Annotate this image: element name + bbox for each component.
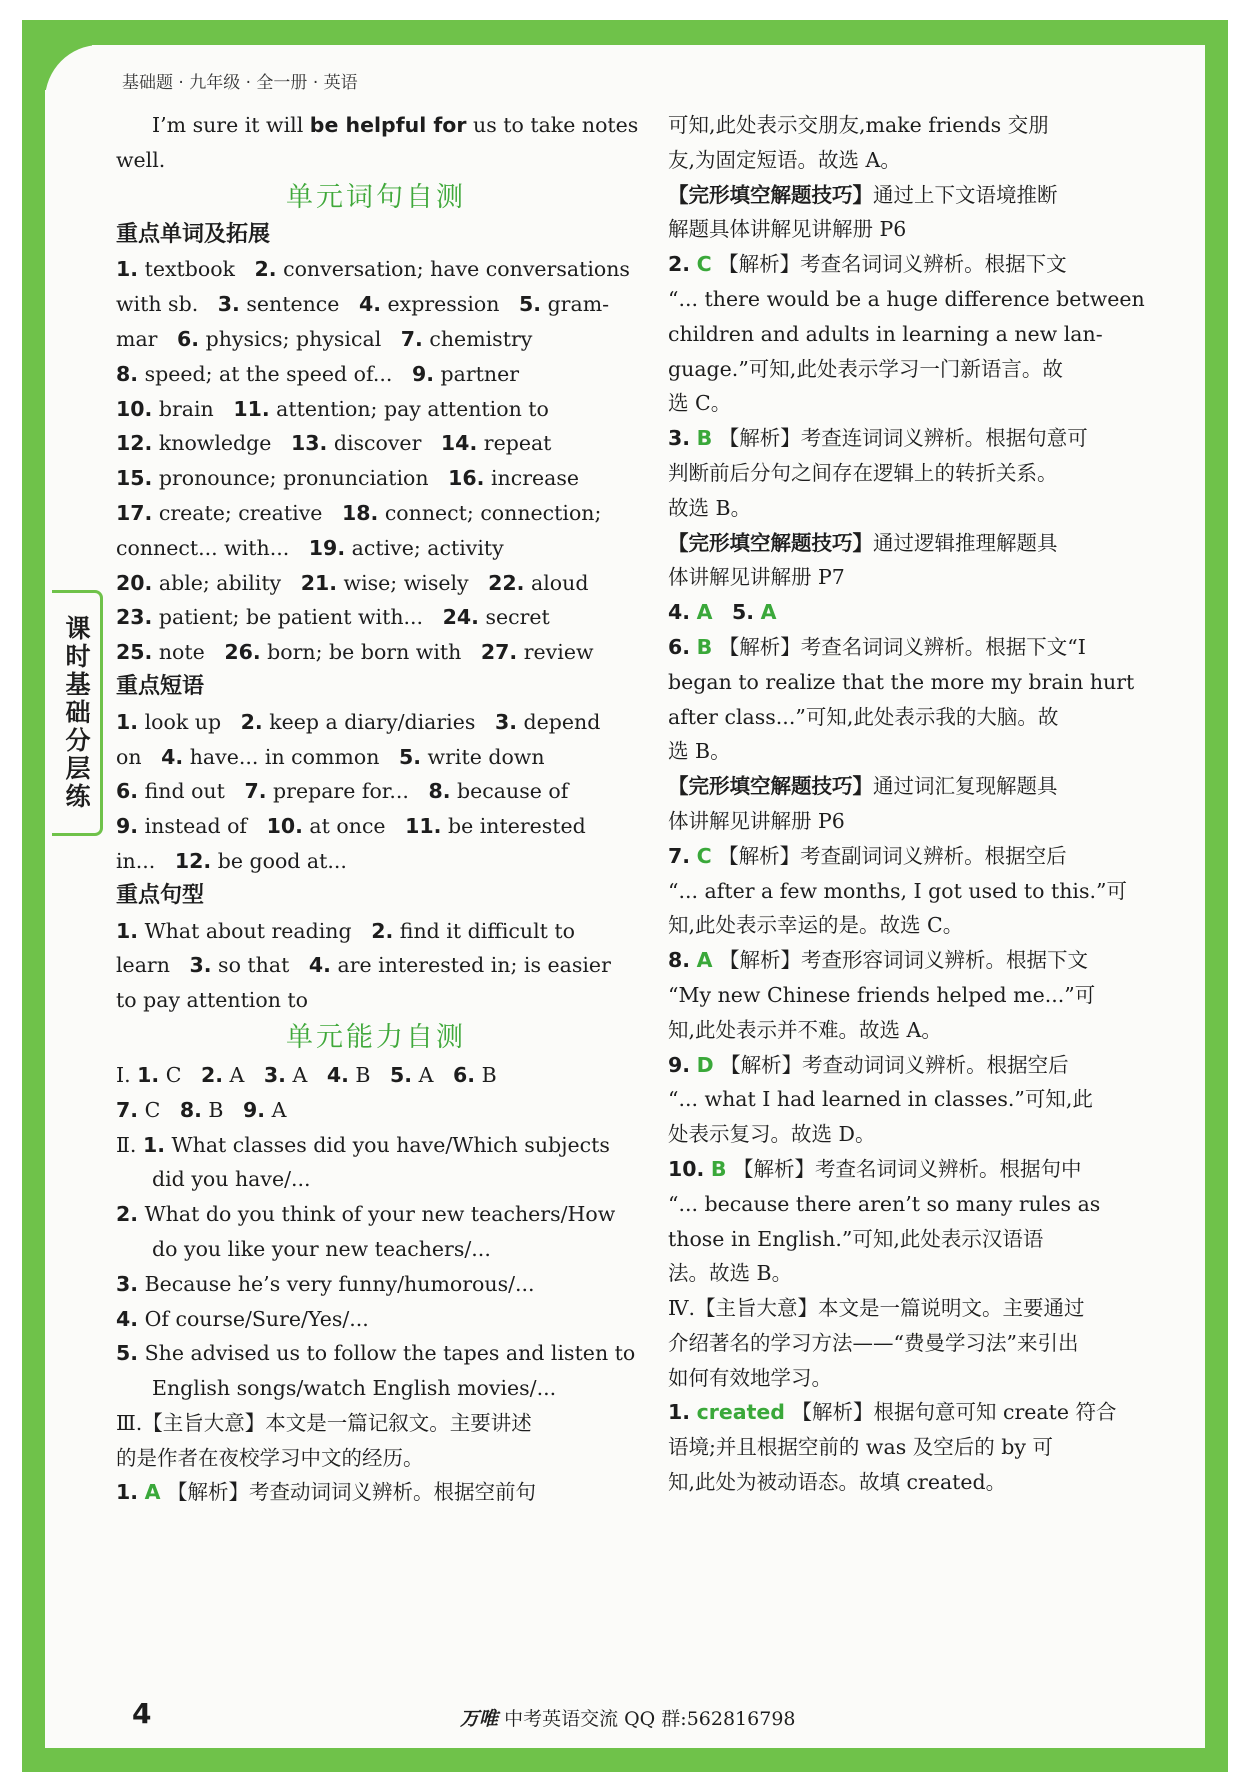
right-line-2: 友,为固定短语。故选 A。 [668, 147, 901, 172]
left-line-38: Ⅲ.【主旨大意】本文是一篇记叙文。主要讲述 [116, 1410, 532, 1435]
right-line-4: 解题具体讲解见讲解册 P6 [668, 217, 907, 242]
right-line-27: 知,此处表示并不难。故选 A。 [668, 1017, 942, 1042]
left-line-31: did you have/... [152, 1167, 311, 1192]
left-line-19: on 4. have... in common 5. write down [116, 744, 545, 769]
left-line-34: 3. Because he’s very funny/humorous/... [116, 1271, 535, 1296]
right-line-40: 知,此处为被动语态。故填 created。 [668, 1470, 1007, 1495]
right-line-1: 可知,此处表示交朋友,make friends 交朋 [668, 113, 1049, 137]
right-line-36: 介绍著名的学习方法——“费曼学习法”来引出 [668, 1330, 1079, 1355]
left-line-27: 单元能力自测 [286, 1021, 466, 1053]
right-line-29: “... what I had learned in classes.”可知,此 [668, 1087, 1093, 1112]
left-line-11: 15. pronounce; pronunciation 16. increase [116, 466, 580, 491]
left-line-12: 17. create; creative 18. connect; connection; [116, 500, 602, 525]
right-line-23: “... after a few months, I got used to this.”可 [668, 878, 1127, 903]
left-line-5: 1. textbook 2. conversation; have conversations [116, 257, 630, 282]
left-line-21: 9. instead of 10. at once 11. be interested [116, 814, 586, 839]
left-line-13: connect... with... 19. active; activity [116, 535, 504, 560]
right-line-12: 故选 B。 [668, 495, 752, 520]
left-line-16: 25. note 26. born; be born with 27. review [116, 640, 594, 665]
footer-text: 中考英语交流 QQ 群:562816798 [504, 1708, 796, 1730]
right-line-33: those in English.”可知,此处表示汉语语 [668, 1226, 1044, 1251]
left-line-22: in... 12. be good at... [116, 848, 347, 873]
left-column [116, 108, 639, 1510]
right-line-32: “... because there aren’t so many rules as [668, 1191, 1101, 1216]
left-line-32: 2. What do you think of your new teachers/How [116, 1202, 616, 1227]
right-column [668, 108, 1188, 1500]
left-line-4: 重点单词及拓展 [116, 221, 271, 247]
left-line-37: English songs/watch English movies/... [152, 1376, 557, 1401]
right-line-26: “My new Chinese friends helped me...”可 [668, 982, 1096, 1007]
right-line-9: 选 C。 [668, 391, 732, 416]
right-line-21: 体讲解见讲解册 P6 [668, 808, 845, 833]
right-line-34: 法。故选 B。 [668, 1261, 793, 1286]
right-line-18: after class...”可知,此处表示我的大脑。故 [668, 704, 1059, 729]
left-line-35: 4. Of course/Sure/Yes/... [116, 1306, 369, 1331]
right-line-25: 8. A 【解析】考查形容词词义辨析。根据下文 [668, 948, 1088, 973]
right-line-5: 2. C 【解析】考查名词词义辨析。根据下文 [668, 252, 1067, 277]
left-line-30: Ⅱ. 1. What classes did you have/Which subjects [116, 1132, 610, 1157]
right-line-14: 体讲解见讲解册 P7 [668, 565, 845, 590]
left-line-40: 1. A 【解析】考查动词词义辨析。根据空前句 [116, 1480, 536, 1505]
footer-note [460, 1704, 796, 1731]
frame-corner [22, 20, 92, 90]
right-line-22: 7. C 【解析】考查副词词义辨析。根据空后 [668, 843, 1067, 868]
page-number: 4 [132, 1697, 152, 1730]
left-line-8: 8. speed; at the speed of... 9. partner [116, 361, 520, 386]
right-line-11: 判断前后分句之间存在逻辑上的转折关系。 [668, 460, 1058, 485]
right-line-3: 【完形填空解题技巧】通过上下文语境推断 [668, 182, 1058, 207]
right-line-30: 处表示复习。故选 D。 [668, 1122, 876, 1147]
left-line-33: do you like your new teachers/... [152, 1236, 491, 1261]
right-line-39: 语境;并且根据空前的 was 及空后的 by 可 [668, 1435, 1053, 1460]
right-line-37: 如何有效地学习。 [668, 1365, 832, 1390]
page-header: 基础题 · 九年级 · 全一册 · 英语 [122, 73, 358, 93]
right-line-17: began to realize that the more my brain hurt [668, 669, 1135, 694]
left-line-36: 5. She advised us to follow the tapes and listen to [116, 1341, 636, 1366]
left-line-29: 7. C 8. B 9. A [116, 1097, 287, 1122]
left-line-18: 1. look up 2. keep a diary/diaries 3. depend [116, 709, 601, 734]
left-line-7: mar 6. physics; physical 7. chemistry [116, 326, 533, 351]
right-line-10: 3. B 【解析】考查连词词义辨析。根据句意可 [668, 426, 1088, 451]
right-line-38: 1. created 【解析】根据句意可知 create 符合 [668, 1400, 1117, 1425]
left-line-6: with sb. 3. sentence 4. expression 5. gram- [116, 292, 610, 317]
right-line-24: 知,此处表示幸运的是。故选 C。 [668, 913, 964, 938]
side-tab-label: 课时基础分层练 [62, 615, 91, 811]
right-line-31: 10. B 【解析】考查名词词义辨析。根据句中 [668, 1156, 1082, 1181]
footer-brand: 万唯 [460, 1708, 499, 1730]
left-line-25: learn 3. so that 4. are interested in; is easier [116, 953, 611, 978]
right-line-15: 4. A 5. A [668, 600, 777, 625]
right-line-20: 【完形填空解题技巧】通过词汇复现解题具 [668, 774, 1058, 799]
left-line-17: 重点短语 [116, 673, 205, 699]
left-line-2: well. [116, 147, 166, 172]
left-line-23: 重点句型 [116, 882, 205, 908]
left-line-15: 23. patient; be patient with... 24. secret [116, 605, 550, 630]
left-line-10: 12. knowledge 13. discover 14. repeat [116, 431, 552, 456]
left-line-26: to pay attention to [116, 988, 309, 1013]
side-tab [52, 590, 103, 836]
left-line-3: 单元词句自测 [286, 181, 466, 213]
right-line-6: “... there would be a huge difference between [668, 286, 1145, 311]
left-line-9: 10. brain 11. attention; pay attention to [116, 396, 549, 421]
right-line-16: 6. B 【解析】考查名词词义辨析。根据下文“I [668, 634, 1086, 659]
right-line-7: children and adults in learning a new lan- [668, 321, 1103, 346]
left-line-24: 1. What about reading 2. find it difficult to [116, 918, 575, 943]
left-line-39: 的是作者在夜校学习中文的经历。 [116, 1445, 424, 1470]
left-line-14: 20. able; ability 21. wise; wisely 22. aloud [116, 570, 589, 595]
right-line-28: 9. D 【解析】考查动词词义辨析。根据空后 [668, 1052, 1069, 1077]
left-line-28: Ⅰ. 1. C 2. A 3. A 4. B 5. A 6. B [116, 1062, 497, 1087]
right-line-35: Ⅳ.【主旨大意】本文是一篇说明文。主要通过 [668, 1296, 1085, 1321]
right-line-19: 选 B。 [668, 739, 731, 764]
left-line-20: 6. find out 7. prepare for... 8. because of [116, 779, 569, 804]
right-line-13: 【完形填空解题技巧】通过逻辑推理解题具 [668, 530, 1058, 555]
left-line-1: I’m sure it will be helpful for us to take notes [152, 113, 639, 137]
right-line-8: guage.”可知,此处表示学习一门新语言。故 [668, 356, 1063, 381]
